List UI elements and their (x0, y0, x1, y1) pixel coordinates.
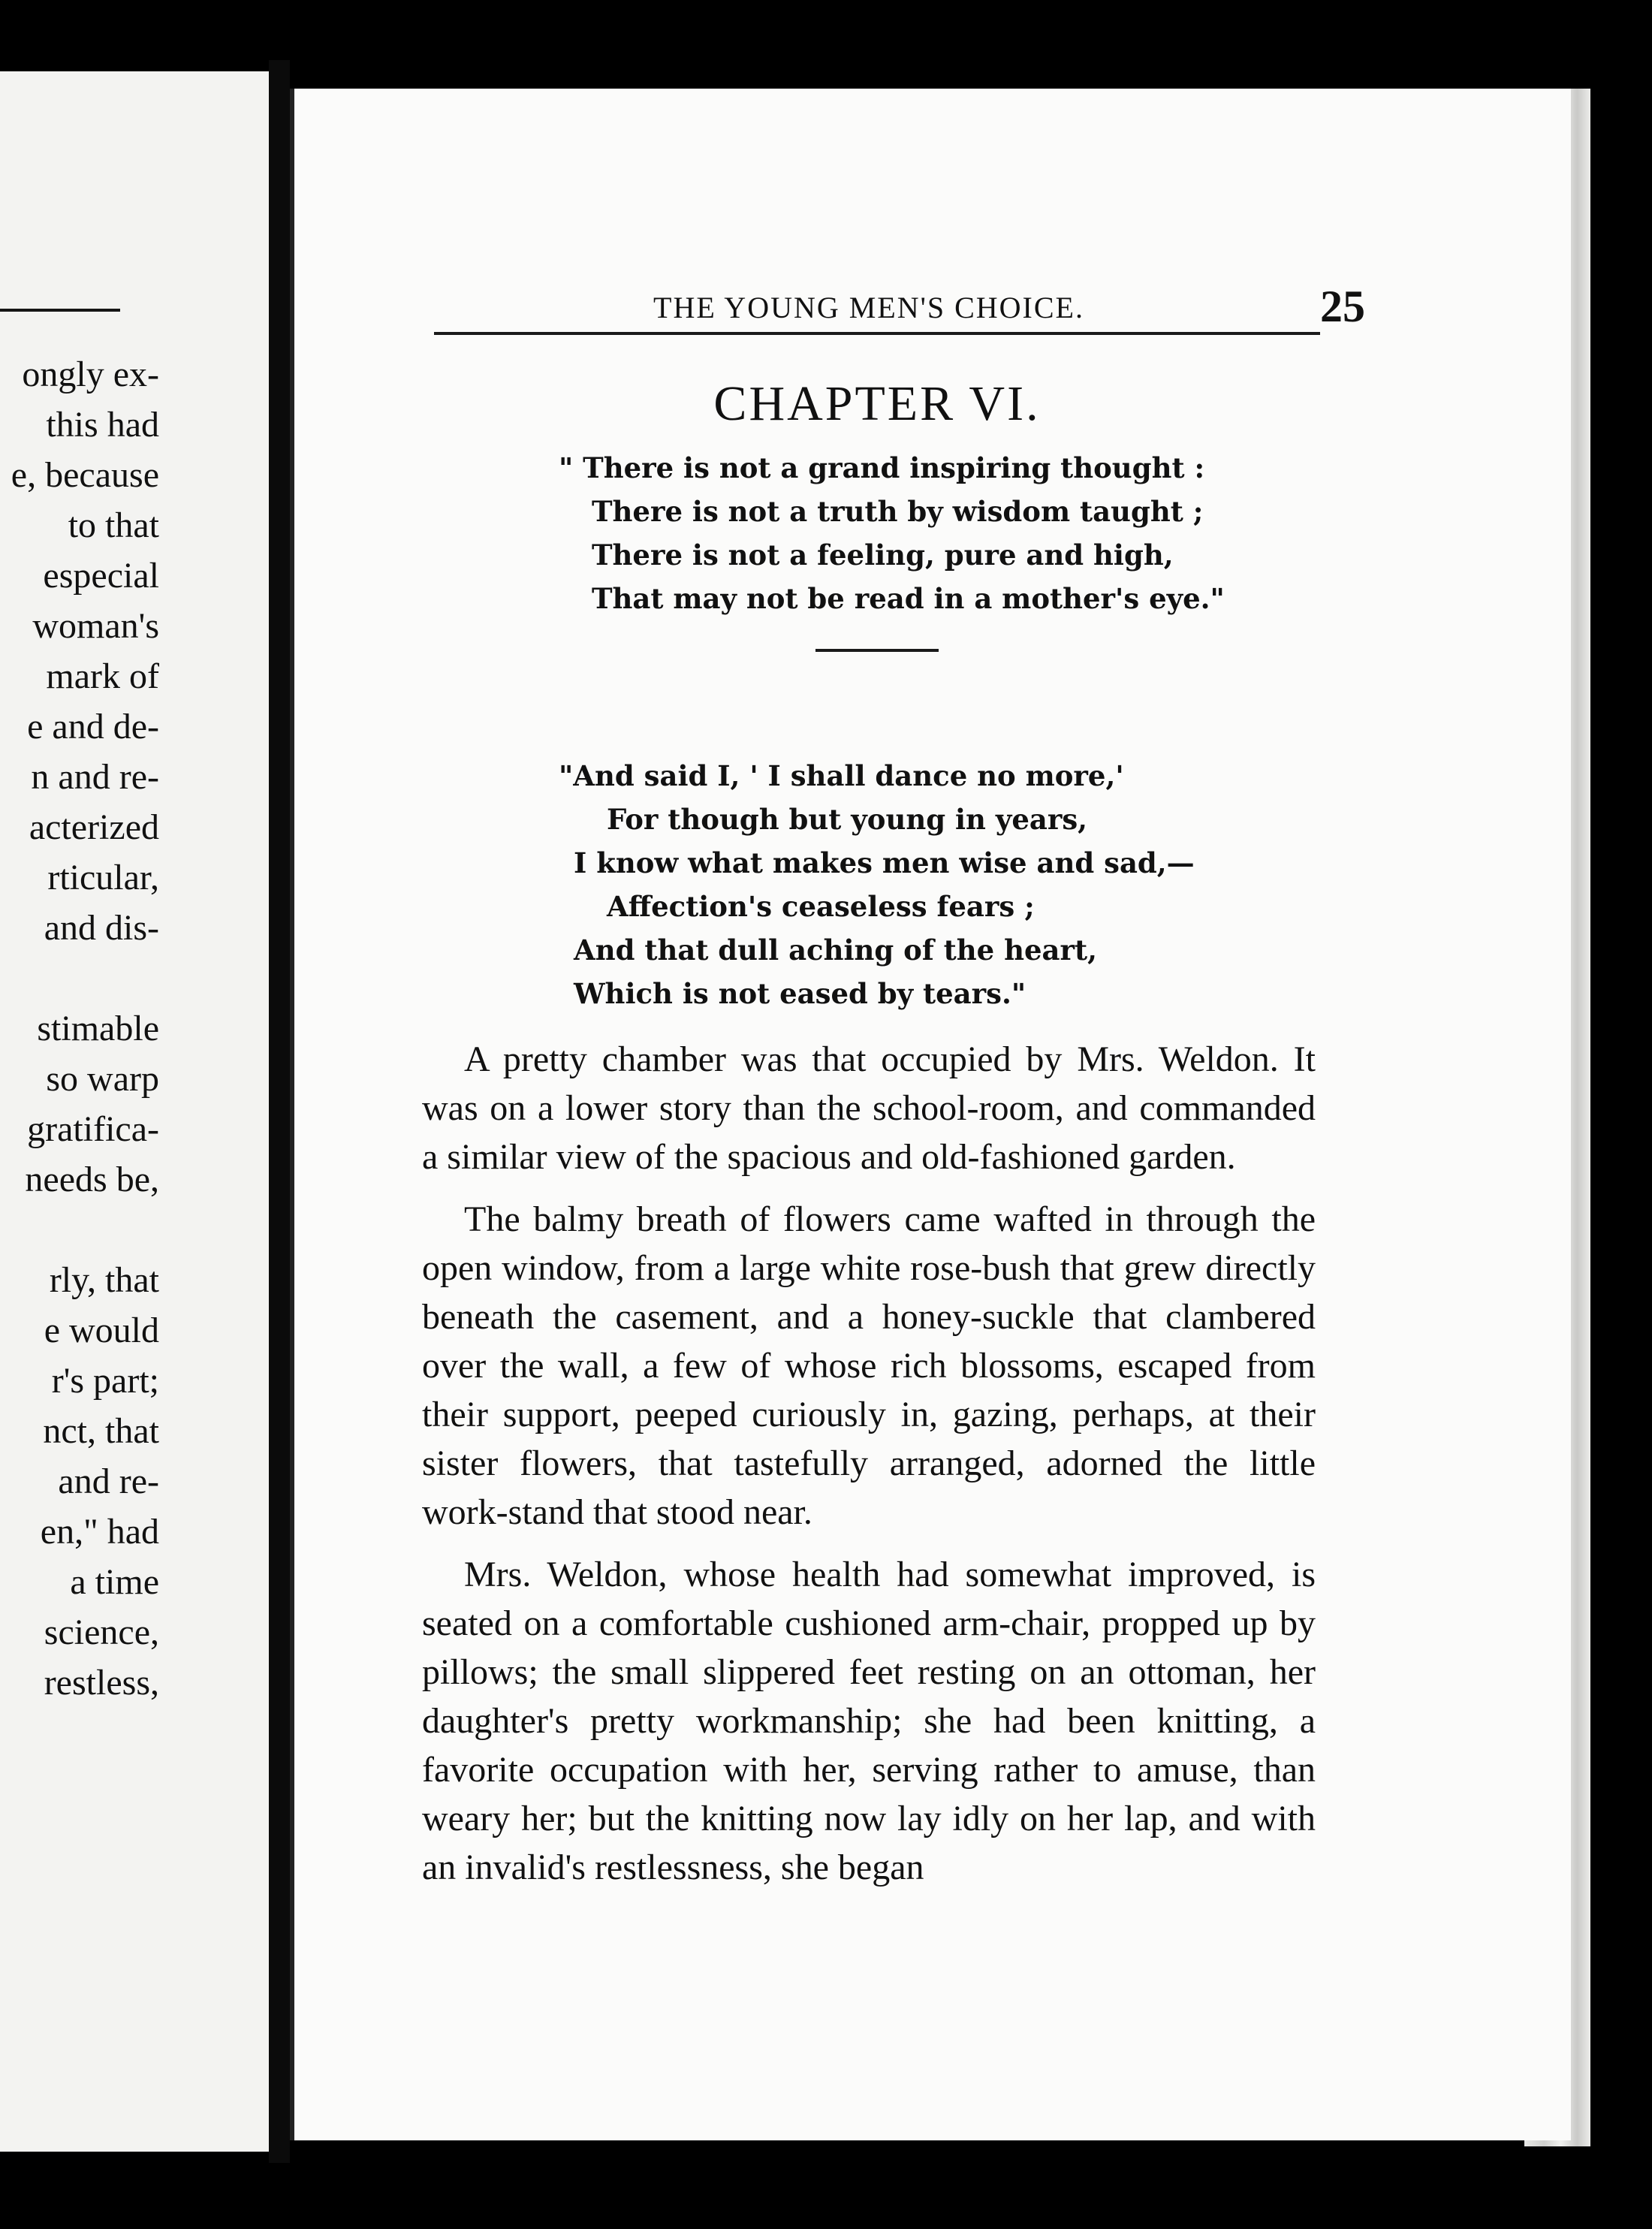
verse-line: For though but young in years, (607, 803, 1088, 836)
left-page-text (11, 349, 159, 1708)
epigraph-verse (559, 754, 1195, 1015)
left-page-line: woman's (32, 606, 159, 646)
left-page-line: acterized (29, 807, 159, 847)
left-page-line: r's part; (51, 1361, 159, 1401)
paragraph: The balmy breath of flowers came wafted in through the open window, from a large white rose-bush that grew directly beneath the casement, and a honey-suckle that clambered over the wall, a few of whose rich blossoms, escaped from their support, peeped curiously in, gazing, perhaps, at their sister flowers, that tastefully arranged, adorned the little work-stand that stood near. (422, 1199, 1316, 1532)
running-header (437, 278, 1458, 338)
paragraph: A pretty chamber was that occupied by Mrs. Weldon. It was on a lower story than the school-room, and commanded a similar view of the spacious and old-fashioned garden. (422, 1039, 1316, 1177)
left-page-line: to that (68, 505, 159, 545)
verse-line: I know what makes men wise and sad,— (574, 846, 1195, 879)
left-page-line: rly, that (49, 1260, 159, 1300)
verse-line: That may not be read in a mother's eye." (592, 582, 1225, 615)
left-page-line: needs be, (25, 1160, 159, 1199)
verse-line: There is not a truth by wisdom taught ; (592, 495, 1204, 528)
epigraph-verse (559, 446, 1225, 620)
left-page-line: science, (44, 1612, 159, 1652)
body-text (422, 1035, 1316, 1905)
book-gutter (269, 60, 290, 2163)
left-page-line: e, because (11, 455, 159, 495)
header-rule (434, 332, 1320, 335)
verse-line: Affection's ceaseless fears ; (607, 890, 1035, 923)
left-page-line: nct, that (43, 1411, 159, 1451)
left-page-line: e and de- (27, 707, 159, 747)
left-page-line: n and re- (31, 757, 159, 797)
left-page-line: restless, (44, 1663, 159, 1703)
left-page-line: gratifica- (27, 1109, 159, 1149)
verse-line: " There is not a grand inspiring thought : (559, 451, 1205, 484)
left-page-line: and dis- (44, 908, 159, 948)
left-page-line: mark of (46, 656, 159, 696)
verse-line: Which is not eased by tears." (574, 977, 1026, 1010)
left-page-line: a time (70, 1562, 159, 1602)
left-page-line: so warp (46, 1059, 159, 1099)
left-page-header-rule (0, 309, 120, 312)
left-page-line: e would (44, 1311, 159, 1350)
chapter-title: CHAPTER VI. (713, 376, 1041, 431)
left-page-line: rticular, (47, 858, 159, 897)
left-page-line: stimable (37, 1009, 159, 1048)
verse-line: There is not a feeling, pure and high, (592, 538, 1174, 572)
left-page-line: ongly ex- (22, 354, 159, 394)
running-title: THE YOUNG MEN'S CHOICE. (653, 291, 1084, 324)
left-page-line (11, 953, 159, 1003)
right-page (290, 89, 1571, 2140)
verse-line: "And said I, ' I shall dance no more,' (559, 759, 1124, 792)
verse-divider (815, 649, 939, 652)
paragraph: Mrs. Weldon, whose health had somewhat improved, is seated on a comfortable cushioned arm-chair, propped up by pillows; the small slippered feet resting on an ottoman, her daughter's pretty workmanship; she had been knitting, a favorite occupation with her, serving rather to amuse, than weary her; but the knitting now lay idly on her lap, and with an invalid's restlessness, she began (422, 1555, 1316, 1887)
verse-line: And that dull aching of the heart, (574, 934, 1097, 967)
left-page-line: especial (43, 556, 159, 596)
left-page-line: en," had (40, 1512, 159, 1552)
left-page (0, 71, 269, 2152)
left-page-line: and re- (58, 1461, 159, 1501)
page-number: 25 (1320, 282, 1365, 331)
left-page-line: this had (46, 405, 159, 445)
left-page-line (11, 1205, 159, 1255)
